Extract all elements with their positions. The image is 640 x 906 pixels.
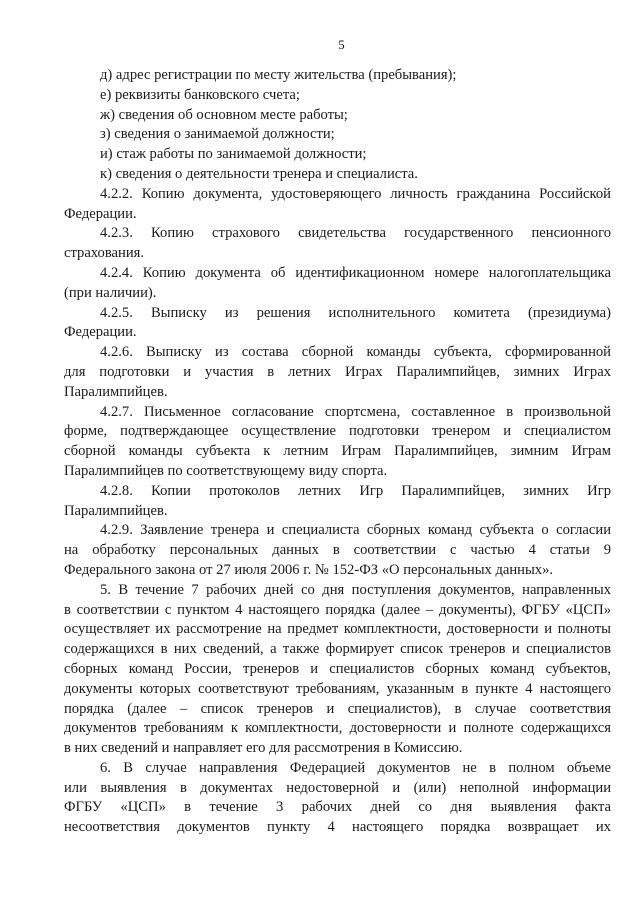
text-line: 6. В случае направления Федерацией документов не в полном объеме <box>100 759 611 776</box>
text-line: документы которых соответствуют требованиям, указанным в пункте 4 настоящего <box>64 680 611 697</box>
text-line: 4.2.7. Письменное согласование спортсмена, составленное в произвольной <box>100 403 611 420</box>
text-line: з) сведения о занимаемой должности; <box>100 126 335 143</box>
text-line: или выявления в документах недостоверной и (или) неполной информации <box>64 779 611 796</box>
text-line: 4.2.3. Копию страхового свидетельства государственного пенсионного <box>100 225 611 242</box>
text-line: Федерации. <box>64 324 137 341</box>
text-line: е) реквизиты банковского счета; <box>100 86 300 103</box>
text-line: в соответствии с пунктом 4 настоящего порядка (далее – документы), ФГБУ «ЦСП» <box>64 601 611 618</box>
text-line: на обработку персональных данных в соответствии с частью 4 статьи 9 <box>64 542 611 559</box>
text-line: содержащихся в них сведений, а также формирует список тренеров и специалистов <box>64 641 611 658</box>
text-line: осуществляет их рассмотрение на предмет комплектности, достоверности и полноты <box>64 621 611 638</box>
text-line: порядка (далее – список тренеров и специалистов), в случае соответствия <box>64 700 611 717</box>
text-line: 4.2.9. Заявление тренера и специалиста сборных команд субъекта о согласии <box>100 522 611 539</box>
text-line: 4.2.8. Копии протоколов летних Игр Паралимпийцев, зимних Игр <box>100 482 611 499</box>
text-line: 4.2.2. Копию документа, удостоверяющего личность гражданина Российской <box>100 185 611 202</box>
text-line: Паралимпийцев. <box>64 383 168 400</box>
text-line: в них сведений и направляет его для рассмотрения в Комиссию. <box>64 740 463 757</box>
text-line: несоответствия документов пункту 4 настоящего порядка возвращает их <box>64 819 611 836</box>
text-line: Федерального закона от 27 июля 2006 г. № 152-ФЗ «О персональных данных». <box>64 561 554 578</box>
text-line: сборных команд России, тренеров и специалистов сборных команд субъектов, <box>64 660 611 677</box>
text-line: 4.2.4. Копию документа об идентификационном номере налогоплательщика <box>100 264 611 281</box>
text-line: форме, подтверждающее осуществление подготовки тренером и специалистом <box>64 423 611 440</box>
page-number: 5 <box>338 37 345 52</box>
text-line: для подготовки и участия в летних Играх Паралимпийцев, зимних Играх <box>64 363 611 380</box>
text-line: к) сведения о деятельности тренера и специалиста. <box>100 165 418 182</box>
text-line: (при наличии). <box>64 284 157 301</box>
text-line: Паралимпийцев по соответствующему виду спорта. <box>64 462 388 479</box>
text-line: ж) сведения об основном месте работы; <box>100 106 348 123</box>
text-line: Федерации. <box>64 205 137 222</box>
text-line: документов требованиям к комплектности, достоверности и полноте содержащихся <box>64 720 611 737</box>
text-line: 5. В течение 7 рабочих дней со дня поступления документов, направленных <box>100 581 611 598</box>
document-body <box>64 66 611 838</box>
text-line: 4.2.5. Выписку из решения исполнительного комитета (президиума) <box>100 304 611 321</box>
text-line: и) стаж работы по занимаемой должности; <box>100 146 367 163</box>
text-line: страхования. <box>64 245 145 262</box>
text-line: сборной команды субъекта к летним Играм Паралимпийцев, зимним Играм <box>64 443 611 460</box>
text-line: ФГБУ «ЦСП» в течение 3 рабочих дней со дня выявления факта <box>64 799 611 816</box>
text-line: 4.2.6. Выписку из состава сборной команды субъекта, сформированной <box>100 344 611 361</box>
text-line: Паралимпийцев. <box>64 502 168 519</box>
text-line: д) адрес регистрации по месту жительства (пребывания); <box>100 67 457 83</box>
